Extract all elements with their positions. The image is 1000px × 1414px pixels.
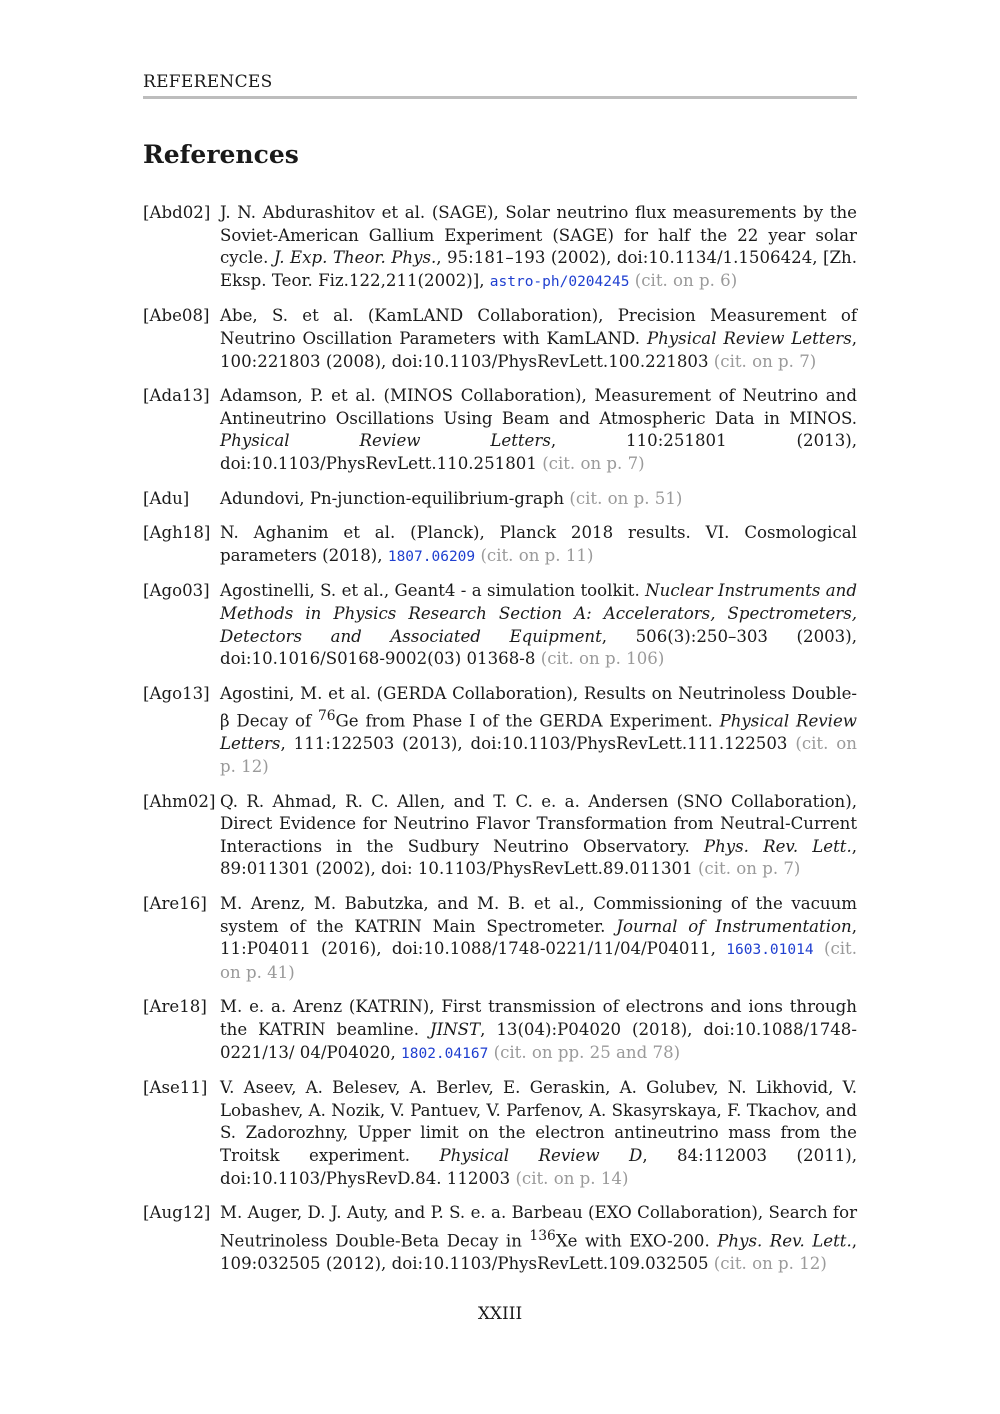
reference-authors: Adundovi, Pn-junction-equilibrium-graph <box>220 488 565 508</box>
reference-journal: Phys. Rev. Lett. <box>717 1231 852 1251</box>
reference-details: , 13(04):P04020 (2018), doi:10.1088/1748-0221/13/ 04/P04020, <box>220 1019 857 1062</box>
reference-entry <box>143 791 857 881</box>
reference-key: [Ago03] <box>143 581 210 601</box>
arxiv-link[interactable]: astro-ph/0204245 <box>489 273 630 290</box>
reference-entry <box>143 488 857 511</box>
running-header: REFERENCES <box>143 72 857 99</box>
isotope-superscript: 76 <box>317 708 336 725</box>
reference-entry <box>143 996 857 1065</box>
citation-backref[interactable]: (cit. on p. 7) <box>697 859 801 879</box>
page-number: XXIII <box>477 1304 523 1324</box>
reference-authors: V. Aseev, A. Belesev, A. Berlev, E. Geraskin, A. Golubev, N. Likhovid, V. Lobashev, A. Nozik, V. Pantuev, V. Parfenov, A. Skasyrskaya, F. Tkachov, and S. Zadorozhny, Upper limit on the electron antineutrino mass from the Troitsk experiment. <box>220 1078 857 1165</box>
reference-body <box>220 1077 857 1190</box>
reference-body <box>220 305 857 373</box>
reference-key: [Aug12] <box>143 1203 211 1223</box>
reference-details: , 11:P04011 (2016), doi:10.1088/1748-0221/11/04/P04011, <box>220 916 857 959</box>
reference-body <box>220 996 857 1065</box>
reference-key: [Ago13] <box>143 683 210 703</box>
reference-authors: J. N. Abdurashitov et al. (SAGE), Solar neutrino flux measurements by the Soviet-American Gallium Experiment (SAGE) for half the 22 year solar cycle. <box>220 203 857 268</box>
citation-backref[interactable]: (cit. on p. 7) <box>542 453 645 473</box>
reference-body <box>220 522 857 568</box>
reference-entry <box>143 893 857 984</box>
citation-backref[interactable]: (cit. on p. 6) <box>634 270 738 290</box>
isotope-superscript: 136 <box>529 1227 556 1244</box>
reference-key: [Are16] <box>143 893 207 913</box>
reference-body <box>220 683 857 779</box>
citation-backref[interactable]: (cit. on p. 7) <box>713 351 817 371</box>
reference-authors: Adamson, P. et al. (MINOS Collaboration), Measurement of Neutrino and Antineutrino Oscillations Using Beam and Atmospheric Data in MINOS. <box>220 386 857 428</box>
reference-entry <box>143 385 857 475</box>
reference-details: , 506(3):250–303 (2003), doi:10.1016/S0168-9002(03) 01368-8 <box>220 626 857 669</box>
reference-authors: N. Aghanim et al. (Planck), Planck 2018 results. VI. Cosmological parameters (2018), <box>220 523 857 565</box>
reference-authors-post: Xe with EXO-200. <box>555 1231 710 1251</box>
reference-entry <box>143 305 857 373</box>
reference-body <box>220 893 857 984</box>
reference-entry <box>143 580 857 670</box>
reference-details: , 95:181–193 (2002), doi:10.1134/1.1506424, [Zh. Eksp. Teor. Fiz.122,211(2002)], <box>220 248 858 290</box>
citation-backref[interactable]: (cit. on p. 51) <box>569 488 683 508</box>
reference-entry <box>143 202 857 293</box>
reference-journal: Physical Review Letters <box>220 711 857 754</box>
reference-details: , 109:032505 (2012), doi:10.1103/PhysRevLett.109.032505 <box>220 1231 858 1273</box>
citation-backref[interactable]: (cit. on p. 14) <box>515 1168 629 1188</box>
reference-key: [Adu] <box>143 488 190 508</box>
reference-details: , 110:251801 (2013), doi:10.1103/PhysRevLett.110.251801 <box>220 431 858 473</box>
citation-backref[interactable]: (cit. on p. 12) <box>220 734 857 776</box>
reference-body <box>220 488 857 511</box>
reference-journal: Journal of Instrumentation <box>616 916 852 936</box>
reference-journal: JINST <box>429 1019 481 1039</box>
reference-body <box>220 202 857 293</box>
reference-authors: Q. R. Ahmad, R. C. Allen, and T. C. e. a. Andersen (SNO Collaboration), Direct Evidence for Neutrino Flavor Transformation from Neutral-Current Interactions in the Sudbury Neutrino Observatory. <box>220 791 857 856</box>
reference-entry <box>143 1202 857 1275</box>
reference-authors-pre: M. Auger, D. J. Auty, and P. S. e. a. Barbeau (EXO Collaboration), Search for Neutrinoless Double-Beta Decay in <box>220 1203 857 1251</box>
reference-authors: Agostinelli, S. et al., Geant4 - a simulation toolkit. <box>220 581 640 601</box>
reference-journal: Nuclear Instruments and Methods in Physics Research Section A: Accelerators, Spectrometers, Detectors and Associated Equipment <box>220 581 857 646</box>
reference-details: , 100:221803 (2008), doi:10.1103/PhysRevLett.100.221803 <box>220 328 858 371</box>
citation-backref[interactable]: (cit. on p. 12) <box>713 1253 827 1273</box>
reference-journal: Physical Review Letters <box>646 328 852 348</box>
citation-backref[interactable]: (cit. on p. 11) <box>480 545 594 565</box>
section-title: References <box>143 140 299 169</box>
reference-authors: Abe, S. et al. (KamLAND Collaboration), Precision Measurement of Neutrino Oscillation Parameters with KamLAND. <box>220 306 857 348</box>
citation-backref[interactable]: (cit. on pp. 25 and 78) <box>493 1042 681 1062</box>
reference-body <box>220 791 857 881</box>
citation-backref[interactable]: (cit. on p. 106) <box>540 649 665 669</box>
reference-entry <box>143 522 857 568</box>
reference-entry <box>143 683 857 779</box>
reference-key: [Ahm02] <box>143 791 216 811</box>
reference-body <box>220 580 857 670</box>
arxiv-link[interactable]: 1802.04167 <box>401 1045 489 1062</box>
citation-backref[interactable]: (cit. on p. 41) <box>220 939 858 982</box>
reference-authors: M. e. a. Arenz (KATRIN), First transmission of electrons and ions through the KATRIN beamline. <box>220 997 857 1039</box>
reference-details: , 111:122503 (2013), doi:10.1103/PhysRevLett.111.122503 <box>280 734 788 754</box>
reference-key: [Abe08] <box>143 306 210 326</box>
reference-journal: Physical Review Letters <box>220 431 551 451</box>
arxiv-link[interactable]: 1603.01014 <box>726 942 814 959</box>
reference-body <box>220 385 857 475</box>
reference-journal: J. Exp. Theor. Phys. <box>273 248 437 268</box>
reference-authors: M. Arenz, M. Babutzka, and M. B. et al., Commissioning of the vacuum system of the KATRIN Main Spectrometer. <box>220 893 857 936</box>
arxiv-link[interactable]: 1807.06209 <box>387 548 476 565</box>
reference-key: [Ada13] <box>143 386 210 406</box>
reference-journal: Phys. Rev. Lett. <box>703 836 852 856</box>
reference-details: , 89:011301 (2002), doi: 10.1103/PhysRevLett.89.011301 <box>220 836 858 879</box>
reference-key: [Ase11] <box>143 1078 208 1098</box>
reference-key: [Are18] <box>143 997 207 1017</box>
reference-journal: Physical Review D <box>439 1145 643 1165</box>
reference-body <box>220 1202 857 1275</box>
reference-entry <box>143 1077 857 1190</box>
reference-authors-pre: Agostini, M. et al. (GERDA Collaboration), Results on Neutrinoless Double-β Decay of <box>220 683 857 731</box>
reference-authors-post: Ge from Phase I of the GERDA Experiment. <box>335 711 713 731</box>
reference-details: , 84:112003 (2011), doi:10.1103/PhysRevD.84. 112003 <box>220 1145 858 1188</box>
reference-list <box>143 202 857 1287</box>
reference-key: [Agh18] <box>143 523 211 543</box>
reference-key: [Abd02] <box>143 203 211 222</box>
